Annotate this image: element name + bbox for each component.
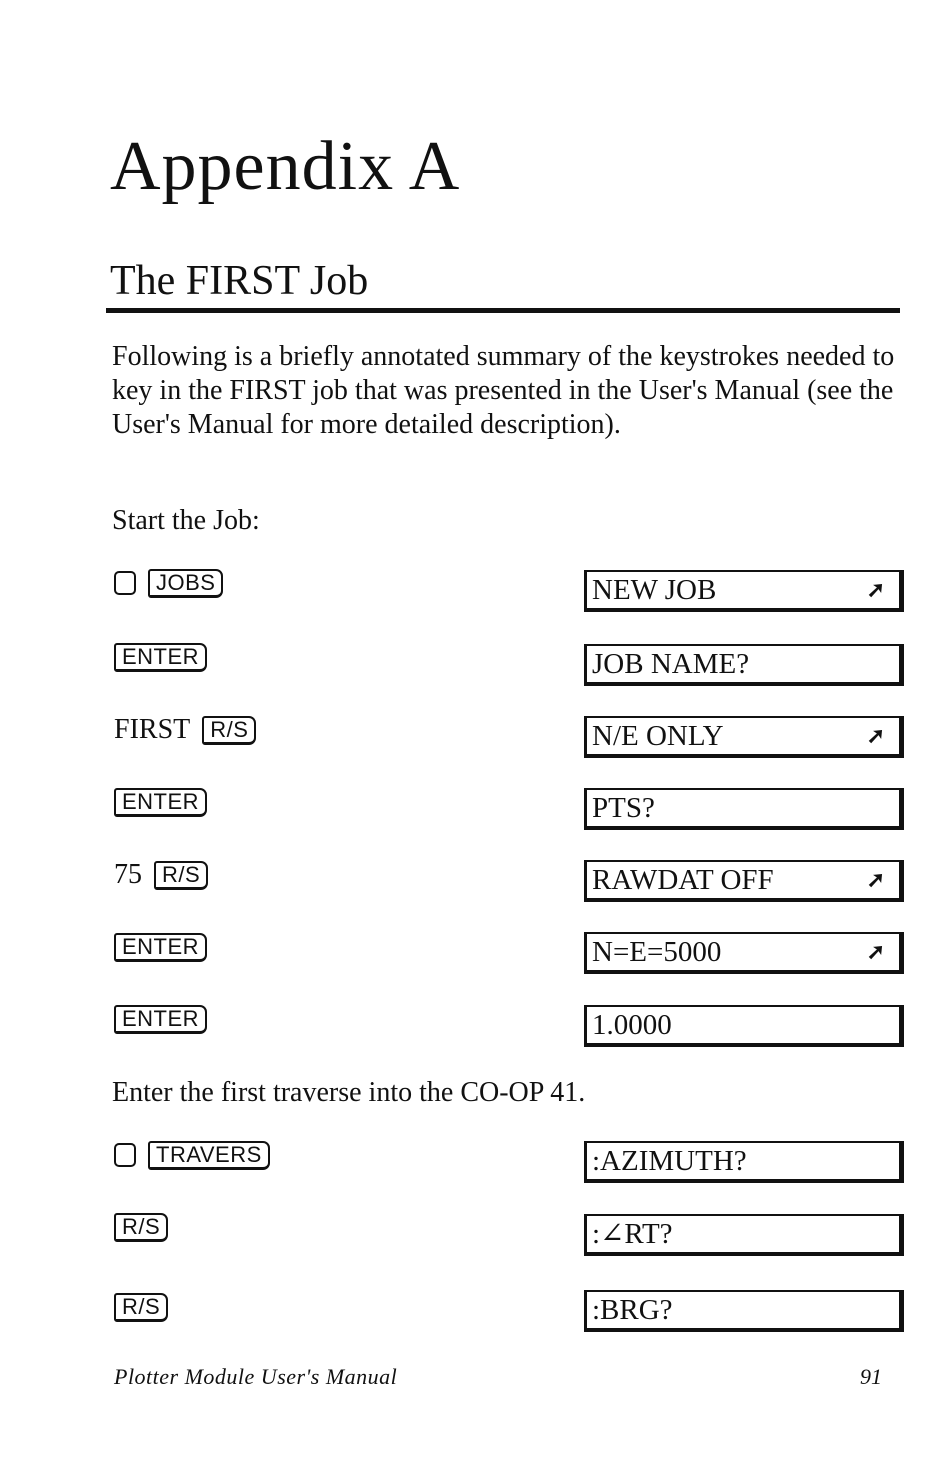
enter-key: ENTER — [114, 933, 207, 962]
travers-key: TRAVERS — [148, 1141, 270, 1170]
display-azimuth — [584, 1141, 904, 1183]
display-pts — [584, 788, 904, 830]
display-1-0000 — [584, 1005, 904, 1047]
shift-key-icon — [114, 1143, 136, 1167]
section-divider — [106, 308, 900, 313]
display-job-name — [584, 644, 904, 686]
rs-key: R/S — [114, 1213, 168, 1242]
enter-key: ENTER — [114, 788, 207, 817]
intro-paragraph: Following is a briefly annotated summary of the keystrokes needed to key in the FIRST job that was presented in the User's Manual (see the User's Manual for more detailed description). — [112, 341, 895, 440]
display-rawdat-off — [584, 860, 904, 902]
traverse-step-3-keys — [114, 1290, 168, 1324]
traverse-step-1-keys — [114, 1138, 270, 1172]
display-text: :BRG? — [592, 1294, 673, 1326]
traverse-label: Enter the first traverse into the CO-OP 41. — [112, 1077, 586, 1108]
step-6-keys — [114, 930, 207, 964]
arrow-icon: ➚ — [866, 939, 885, 964]
step-4-keys — [114, 785, 207, 819]
step-2-keys — [114, 640, 207, 674]
step-7-keys — [114, 1002, 207, 1036]
rs-key: R/S — [202, 716, 256, 745]
page-number: 91 — [860, 1364, 882, 1389]
display-n-e-5000 — [584, 932, 904, 974]
shift-key-icon — [114, 571, 136, 595]
display-brg — [584, 1290, 904, 1332]
rs-key: R/S — [154, 861, 208, 890]
display-text: :∠RT? — [592, 1218, 673, 1250]
display-new-job — [584, 570, 904, 612]
display-text: N/E ONLY — [592, 720, 724, 752]
section-title: The FIRST Job — [110, 258, 369, 304]
display-text: 1.0000 — [592, 1009, 672, 1041]
display-angle-rt — [584, 1214, 904, 1256]
enter-key: ENTER — [114, 1005, 207, 1034]
traverse-step-2-keys — [114, 1210, 168, 1244]
display-text: JOB NAME? — [592, 648, 750, 680]
enter-key: ENTER — [114, 643, 207, 672]
arrow-icon: ➚ — [866, 577, 885, 602]
footer-title: Plotter Module User's Manual — [114, 1364, 398, 1389]
display-text: N=E=5000 — [592, 936, 722, 968]
arrow-icon: ➚ — [866, 867, 885, 892]
typed-text: 75 — [114, 859, 142, 890]
step-5-keys — [114, 858, 208, 892]
step-3-keys — [114, 713, 256, 747]
chapter-title: Appendix A — [110, 128, 461, 205]
typed-text: FIRST — [114, 714, 191, 745]
start-job-label: Start the Job: — [112, 505, 260, 536]
display-ne-only — [584, 716, 904, 758]
display-text: PTS? — [592, 792, 655, 824]
jobs-key: JOBS — [148, 569, 223, 598]
display-text: RAWDAT OFF — [592, 864, 774, 896]
step-1-keys — [114, 566, 223, 600]
rs-key: R/S — [114, 1293, 168, 1322]
arrow-icon: ➚ — [866, 723, 885, 748]
display-text: :AZIMUTH? — [592, 1145, 747, 1177]
display-text: NEW JOB — [592, 574, 717, 606]
